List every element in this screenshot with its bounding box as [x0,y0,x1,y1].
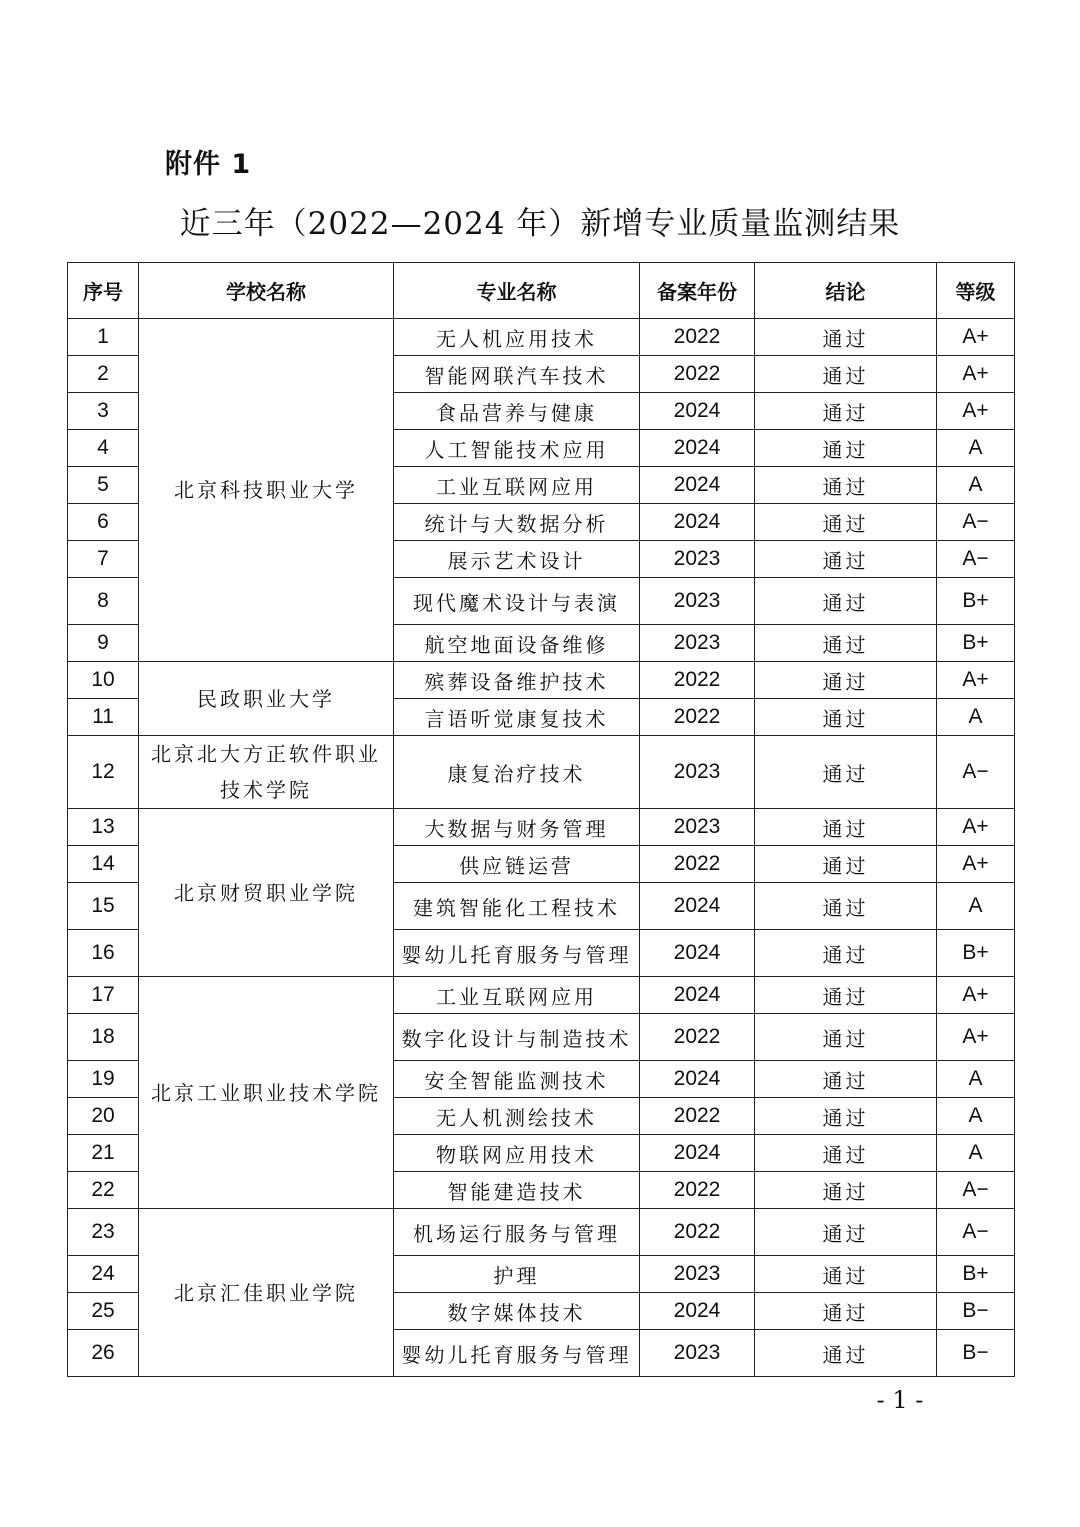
table-row [68,809,1015,846]
result-cell: 通过 [755,1293,937,1330]
year-cell: 2024 [640,930,755,977]
grade-cell: A+ [937,846,1015,883]
header-grade: 等级 [937,263,1015,319]
grade-cell: A+ [937,319,1015,356]
major-cell: 供应链运营 [394,846,640,883]
result-cell: 通过 [755,977,937,1014]
header-result: 结论 [755,263,937,319]
result-cell: 通过 [755,809,937,846]
school-cell: 北京科技职业大学 [139,319,394,662]
grade-cell: B− [937,1293,1015,1330]
major-cell: 物联网应用技术 [394,1135,640,1172]
major-cell: 数字化设计与制造技术 [394,1014,640,1061]
school-cell: 北京汇佳职业学院 [139,1209,394,1377]
result-cell: 通过 [755,1135,937,1172]
grade-cell: A− [937,736,1015,809]
major-cell: 展示艺术设计 [394,541,640,578]
year-cell: 2024 [640,467,755,504]
result-cell: 通过 [755,541,937,578]
major-cell: 现代魔术设计与表演 [394,578,640,625]
serial-cell: 4 [68,430,139,467]
year-cell: 2023 [640,578,755,625]
grade-cell: A [937,467,1015,504]
major-cell: 数字媒体技术 [394,1293,640,1330]
page-number: - 1 - [876,1386,924,1414]
table-row [68,1209,1015,1256]
result-cell: 通过 [755,1098,937,1135]
serial-cell: 19 [68,1061,139,1098]
year-cell: 2022 [640,662,755,699]
major-cell: 建筑智能化工程技术 [394,883,640,930]
major-cell: 殡葬设备维护技术 [394,662,640,699]
year-cell: 2024 [640,1293,755,1330]
result-cell: 通过 [755,430,937,467]
serial-cell: 11 [68,699,139,736]
year-cell: 2024 [640,1061,755,1098]
year-cell: 2024 [640,393,755,430]
major-cell: 机场运行服务与管理 [394,1209,640,1256]
major-cell: 康复治疗技术 [394,736,640,809]
year-cell: 2023 [640,736,755,809]
monitoring-results-table [67,262,1015,1377]
major-cell: 大数据与财务管理 [394,809,640,846]
serial-cell: 26 [68,1330,139,1377]
attachment-label: 附件 1 [165,149,252,180]
result-cell: 通过 [755,699,937,736]
grade-cell: A− [937,1209,1015,1256]
serial-cell: 13 [68,809,139,846]
grade-cell: B+ [937,578,1015,625]
serial-cell: 7 [68,541,139,578]
serial-cell: 20 [68,1098,139,1135]
year-cell: 2023 [640,541,755,578]
result-cell: 通过 [755,625,937,662]
major-cell: 智能建造技术 [394,1172,640,1209]
result-cell: 通过 [755,356,937,393]
result-cell: 通过 [755,1256,937,1293]
header-school: 学校名称 [139,263,394,319]
grade-cell: B− [937,1330,1015,1377]
year-cell: 2022 [640,699,755,736]
result-cell: 通过 [755,578,937,625]
year-cell: 2022 [640,1172,755,1209]
grade-cell: A+ [937,662,1015,699]
grade-cell: A− [937,1172,1015,1209]
grade-cell: A+ [937,977,1015,1014]
year-cell: 2022 [640,846,755,883]
grade-cell: A− [937,504,1015,541]
result-cell: 通过 [755,883,937,930]
grade-cell: A+ [937,1014,1015,1061]
table-row [68,319,1015,356]
year-cell: 2022 [640,1014,755,1061]
result-cell: 通过 [755,1172,937,1209]
year-cell: 2022 [640,319,755,356]
year-cell: 2024 [640,1135,755,1172]
year-cell: 2022 [640,1209,755,1256]
grade-cell: A [937,430,1015,467]
major-cell: 无人机应用技术 [394,319,640,356]
major-cell: 工业互联网应用 [394,977,640,1014]
year-cell: 2024 [640,883,755,930]
grade-cell: A+ [937,809,1015,846]
school-cell: 北京财贸职业学院 [139,809,394,977]
serial-cell: 25 [68,1293,139,1330]
grade-cell: A+ [937,356,1015,393]
table-row [68,736,1015,809]
major-cell: 婴幼儿托育服务与管理 [394,1330,640,1377]
year-cell: 2023 [640,625,755,662]
serial-cell: 24 [68,1256,139,1293]
major-cell: 工业互联网应用 [394,467,640,504]
serial-cell: 23 [68,1209,139,1256]
year-cell: 2022 [640,1098,755,1135]
grade-cell: A+ [937,393,1015,430]
grade-cell: A− [937,541,1015,578]
major-cell: 统计与大数据分析 [394,504,640,541]
table-row [68,662,1015,699]
result-cell: 通过 [755,736,937,809]
school-cell: 北京北大方正软件职业技术学院 [139,736,394,809]
result-cell: 通过 [755,1061,937,1098]
year-cell: 2023 [640,1256,755,1293]
year-cell: 2024 [640,504,755,541]
year-cell: 2022 [640,356,755,393]
major-cell: 护理 [394,1256,640,1293]
grade-cell: A [937,699,1015,736]
serial-cell: 6 [68,504,139,541]
document-title: 近三年（2022—2024 年）新增专业质量监测结果 [179,206,901,242]
header-major: 专业名称 [394,263,640,319]
grade-cell: A [937,1061,1015,1098]
header-serial: 序号 [68,263,139,319]
serial-cell: 18 [68,1014,139,1061]
serial-cell: 14 [68,846,139,883]
serial-cell: 8 [68,578,139,625]
major-cell: 食品营养与健康 [394,393,640,430]
serial-cell: 12 [68,736,139,809]
result-cell: 通过 [755,1209,937,1256]
serial-cell: 1 [68,319,139,356]
result-cell: 通过 [755,1330,937,1377]
table-body [68,319,1015,1377]
major-cell: 人工智能技术应用 [394,430,640,467]
serial-cell: 17 [68,977,139,1014]
grade-cell: A [937,1098,1015,1135]
result-cell: 通过 [755,1014,937,1061]
result-cell: 通过 [755,846,937,883]
grade-cell: B+ [937,930,1015,977]
major-cell: 智能网联汽车技术 [394,356,640,393]
major-cell: 航空地面设备维修 [394,625,640,662]
result-cell: 通过 [755,504,937,541]
result-cell: 通过 [755,662,937,699]
table-row [68,977,1015,1014]
result-cell: 通过 [755,467,937,504]
school-cell: 民政职业大学 [139,662,394,736]
school-cell: 北京工业职业技术学院 [139,977,394,1209]
serial-cell: 16 [68,930,139,977]
grade-cell: B+ [937,1256,1015,1293]
result-cell: 通过 [755,930,937,977]
major-cell: 无人机测绘技术 [394,1098,640,1135]
major-cell: 婴幼儿托育服务与管理 [394,930,640,977]
table-header-row [68,263,1015,319]
year-cell: 2024 [640,430,755,467]
major-cell: 安全智能监测技术 [394,1061,640,1098]
header-year: 备案年份 [640,263,755,319]
serial-cell: 9 [68,625,139,662]
year-cell: 2023 [640,1330,755,1377]
grade-cell: A [937,1135,1015,1172]
result-cell: 通过 [755,393,937,430]
result-cell: 通过 [755,319,937,356]
serial-cell: 22 [68,1172,139,1209]
serial-cell: 10 [68,662,139,699]
year-cell: 2024 [640,977,755,1014]
grade-cell: B+ [937,625,1015,662]
serial-cell: 2 [68,356,139,393]
serial-cell: 21 [68,1135,139,1172]
major-cell: 言语听觉康复技术 [394,699,640,736]
serial-cell: 3 [68,393,139,430]
serial-cell: 5 [68,467,139,504]
serial-cell: 15 [68,883,139,930]
grade-cell: A [937,883,1015,930]
year-cell: 2023 [640,809,755,846]
